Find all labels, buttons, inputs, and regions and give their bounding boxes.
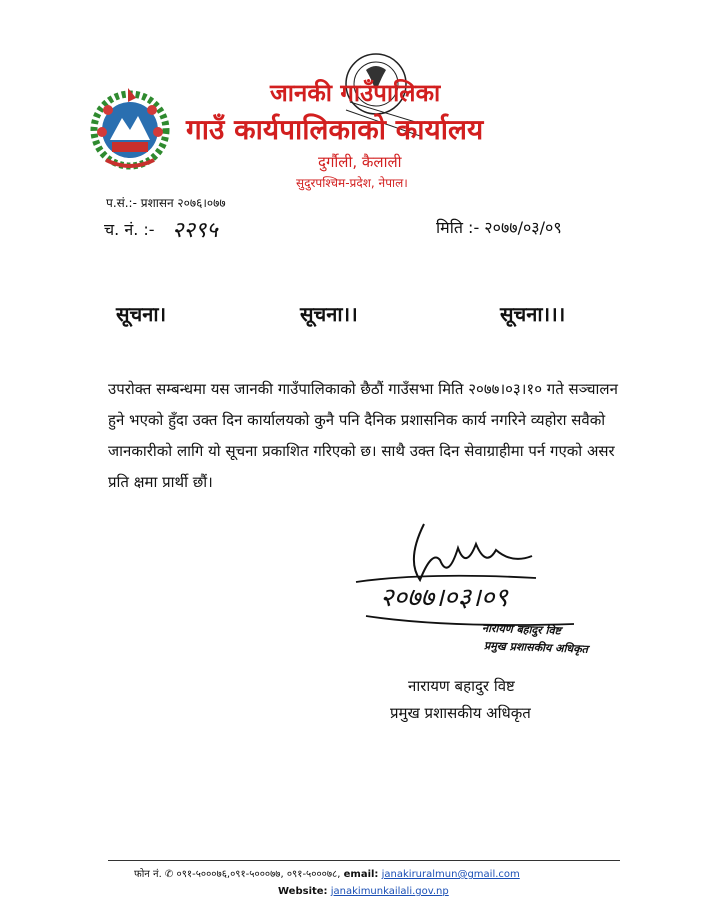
office-name: गाउँ कार्यपालिकाको कार्यालय — [186, 113, 484, 146]
reference-ps: प.सं.:- प्रशासन २०७६।०७७ — [106, 196, 226, 210]
org-name: जानकी गाउँपालिका — [270, 79, 441, 107]
notice-heading-2: सूचना।। — [300, 302, 358, 326]
letter-date: मिति :- २०७७/०३/०९ — [436, 218, 562, 237]
footer-web — [278, 886, 449, 897]
signature-date: २०७७।०३।०९ — [380, 583, 508, 613]
footer-phone: फोन नं. ✆ ०९१-५०००७६,०९१-५०००७७, ०९१-५०००७८, — [134, 869, 341, 880]
footer-website-label: Website: — [278, 886, 328, 897]
nepal-emblem-icon — [88, 86, 172, 170]
office-province: सुदुरपश्चिम-प्रदेश, नेपाल। — [296, 176, 408, 190]
footer-email-link[interactable]: janakiruralmun@gmail.com — [381, 869, 520, 880]
footer-website-link[interactable]: janakimunkailali.gov.np — [330, 886, 449, 897]
stamp-officer-title: प्रमुख प्रशासकीय अधिकृत — [483, 639, 589, 656]
footer-email-label: email: — [343, 869, 379, 880]
stamp-officer-name: नारायण बहादुर विष्ट — [481, 621, 562, 638]
officer-title: प्रमुख प्रशासकीय अधिकृत — [390, 704, 531, 722]
notice-heading-1: सूचना। — [116, 302, 167, 326]
dispatch-number-label: च. नं. :- — [104, 220, 155, 239]
officer-name: नारायण बहादुर विष्ट — [408, 677, 515, 695]
dispatch-number-value: २२९५ — [172, 218, 218, 243]
office-location: दुर्गौली, कैलाली — [318, 153, 402, 171]
notice-body: उपरोक्त सम्बन्धमा यस जानकी गाउँपालिकाको छैठौं गाउँसभा मिति २०७७।०३।१० गते सञ्चालन हुने भएको हुँदा उक्त दिन कार्यालयको कुनै पनि दैनिक प्रशासनिक कार्य नगरिने व्यहोरा सवैको जानकारीको लागि यो सूचना प्रकाशित गरिएको छ। साथै उक्त दिन सेवाग्राहीमा पर्न गएको असर प्रति क्षमा प्रार्थी छौं। — [108, 380, 618, 491]
footer-contact — [134, 866, 520, 880]
footer-divider — [108, 860, 620, 861]
notice-heading-3: सूचना।।। — [500, 302, 566, 326]
